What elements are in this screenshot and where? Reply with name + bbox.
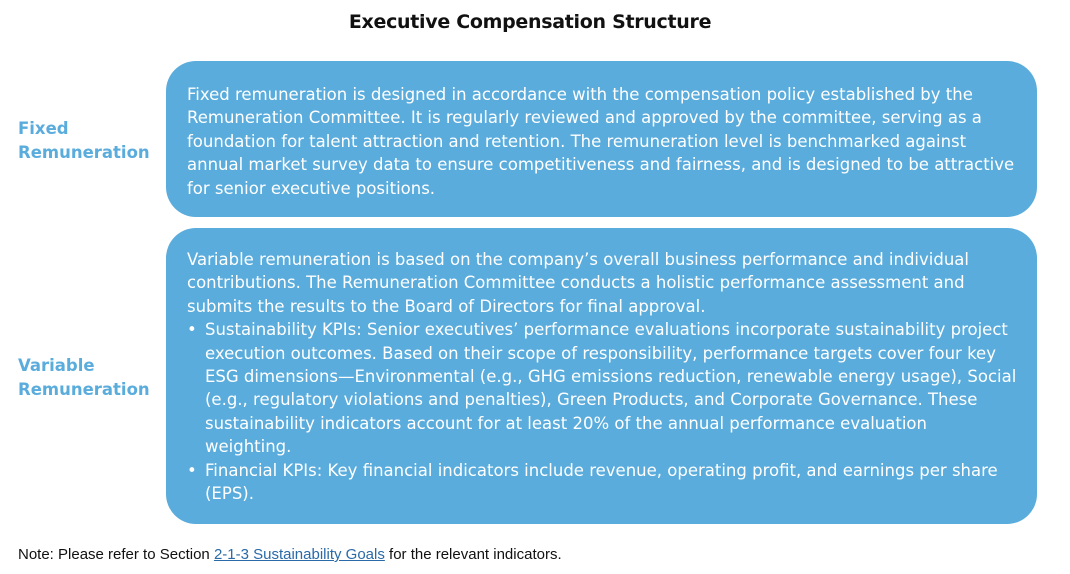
bullet-icon: • [187, 320, 197, 340]
kpi-bullet-list [187, 318, 1017, 505]
fixed-remuneration-label [18, 117, 150, 165]
financial-kpi-text: Financial KPIs: Key financial indicators include revenue, operating profit, and earnings per share (EPS). [205, 460, 998, 504]
fixed-label-line1: Fixed [18, 119, 69, 138]
variable-remuneration-label [18, 354, 150, 402]
note-prefix: Note: Please refer to Section [18, 546, 214, 563]
sustainability-kpi-item [187, 318, 1017, 458]
page-title: Executive Compensation Structure [348, 11, 712, 33]
variable-label-line2: Remuneration [18, 380, 150, 399]
variable-label-line1: Variable [18, 356, 95, 375]
bullet-icon: • [187, 460, 197, 480]
fixed-remuneration-text: Fixed remuneration is designed in accordance with the compensation policy established by the Remuneration Committee. It is regularly reviewed and approved by the committee, serving as a foundation for talent attraction and retention. The remuneration level is benchmarked against annual market survey data to ensure competitiveness and fairness, and is designed to be attractive for senior executive positions. [187, 85, 1015, 198]
sustainability-kpi-text: Sustainability KPIs: Senior executives’ performance evaluations incorporate sustainability project execution outcomes. Based on their scope of responsibility, performance targets cover four key ESG dimensions—Environmental (e.g., GHG emissions reduction, renewable energy usage), Social (e.g., regulatory violations and penalties), Green Products, and Corporate Governance. These sustainability indicators account for at least 20% of the annual performance evaluation weighting. [205, 320, 1017, 457]
fixed-label-line2: Remuneration [18, 143, 150, 162]
footnote [18, 546, 562, 563]
variable-remuneration-panel [166, 228, 1037, 524]
note-suffix: for the relevant indicators. [384, 546, 562, 563]
sustainability-goals-link[interactable]: 2-1-3 Sustainability Goals [213, 546, 385, 563]
variable-remuneration-intro: Variable remuneration is based on the company’s overall business performance and individual contributions. The Remuneration Committee conducts a holistic performance assessment and submits the results to the Board of Directors for final approval. [187, 250, 969, 316]
financial-kpi-item [187, 459, 1017, 506]
fixed-remuneration-panel [166, 61, 1037, 217]
